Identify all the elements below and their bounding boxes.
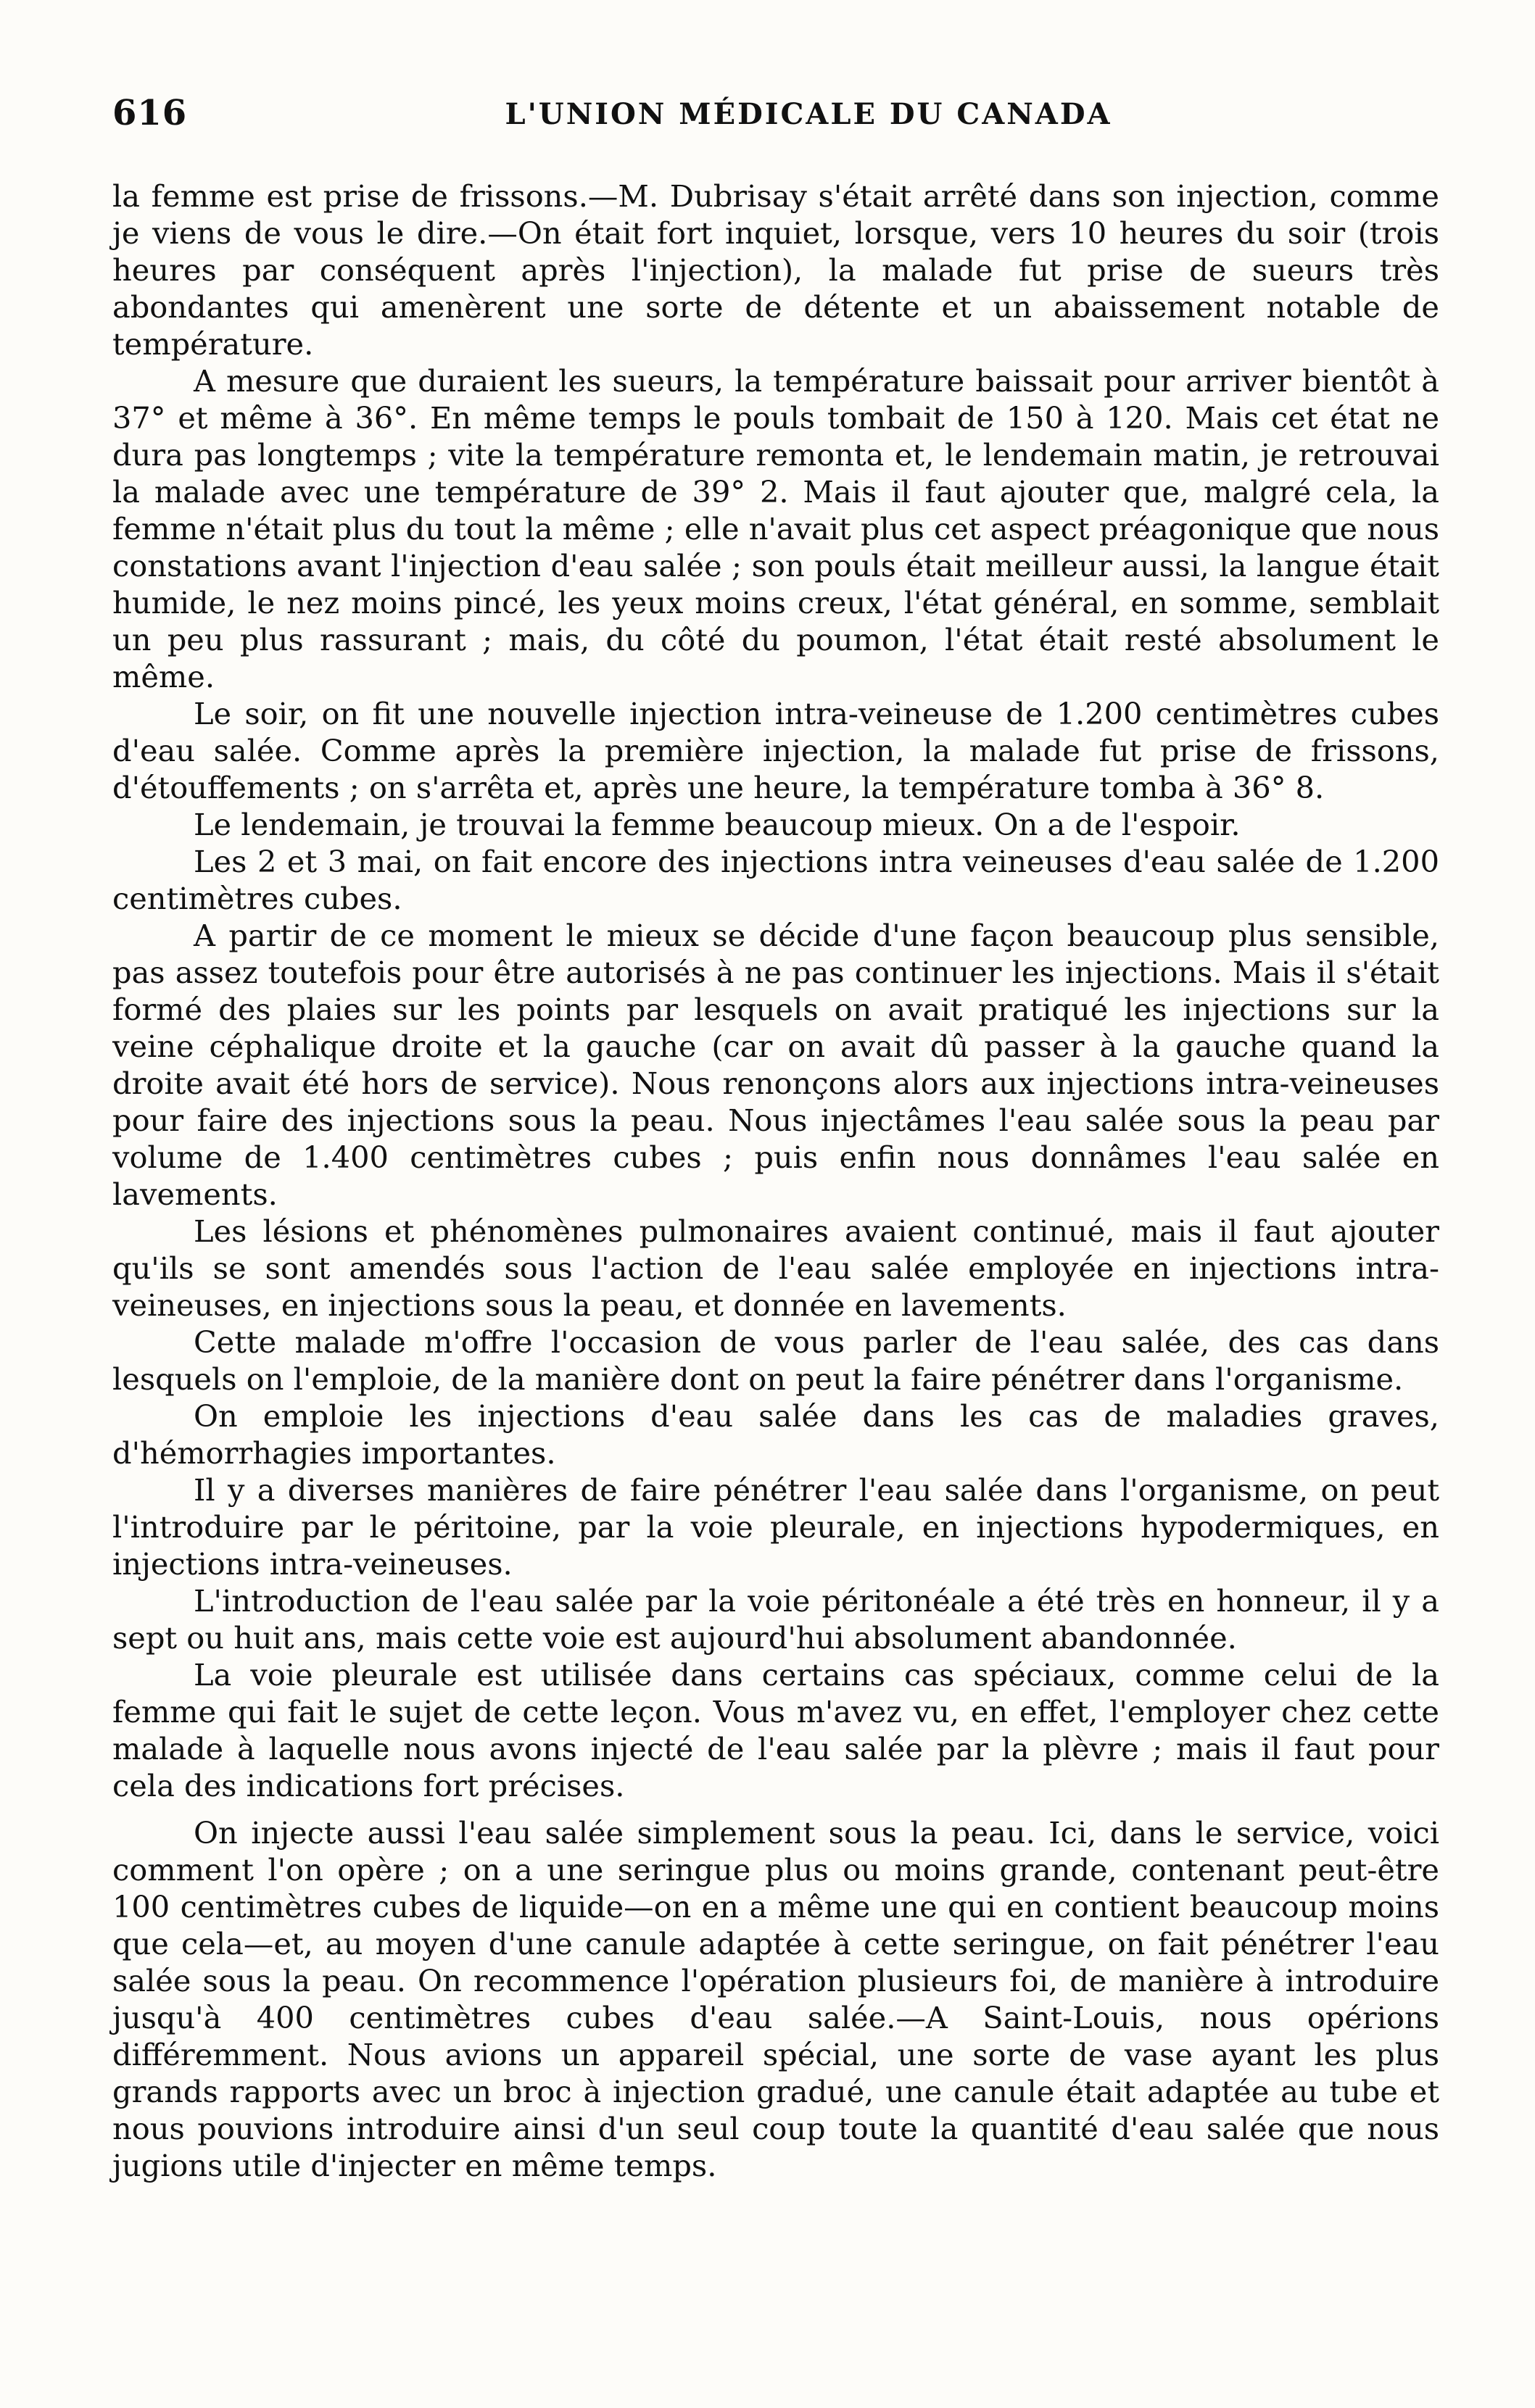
- paragraph: On emploie les injections d'eau salée dans les cas de maladies graves, d'hémorrhagies importantes.: [112, 1398, 1439, 1471]
- paragraph: Les 2 et 3 mai, on fait encore des injections intra veineuses d'eau salée de 1.200 centimètres cubes.: [112, 844, 1439, 916]
- paragraph: Cette malade m'offre l'occasion de vous parler de l'eau salée, des cas dans lesquels on l'emploie, de la manière dont on peut la faire pénétrer dans l'organisme.: [112, 1324, 1439, 1397]
- article-body: [112, 178, 1439, 2184]
- page-header: [112, 93, 1439, 151]
- paragraph: Les lésions et phénomènes pulmonaires avaient continué, mais il faut ajouter qu'ils se sont amendés sous l'action de l'eau salée employée en injections intra-veineuses, en injections sous la peau, et donnée en lavements.: [112, 1213, 1439, 1323]
- running-head: L'UNION MÉDICALE DU CANADA: [505, 97, 1112, 131]
- paragraph: Le lendemain, je trouvai la femme beaucoup mieux. On a de l'espoir.: [194, 807, 1241, 842]
- page-number: 616: [112, 93, 188, 133]
- paragraph: L'introduction de l'eau salée par la voie péritonéale a été très en honneur, il y a sept ou huit ans, mais cette voie est aujourd'hui absolument abandonnée.: [112, 1583, 1439, 1656]
- paragraph: A partir de ce moment le mieux se décide d'une façon beaucoup plus sensible, pas assez toutefois pour être autorisés à ne pas continuer les injections. Mais il s'était formé des plaies sur les points par lesquels on avait pratiqué les injections sur la veine céphalique droite et la gauche (car on avait dû passer à la gauche quand la droite avait été hors de service). Nous renonçons alors aux injections intra-veineuses pour faire des injections sous la peau. Nous injectâmes l'eau salée sous la peau par volume de 1.400 centimètres cubes ; puis enfin nous donnâmes l'eau salée en lavements.: [112, 918, 1439, 1212]
- paragraph: Il y a diverses manières de faire pénétrer l'eau salée dans l'organisme, on peut l'introduire par le péritoine, par la voie pleurale, en injections hypodermiques, en injections intra-veineuses.: [112, 1472, 1439, 1582]
- paragraph: Le soir, on fit une nouvelle injection intra-veineuse de 1.200 centimètres cubes d'eau salée. Comme après la première injection, la malade fut prise de frissons, d'étouffements ; on s'arrêta et, après une heure, la température tomba à 36° 8.: [112, 696, 1439, 805]
- paragraph: La voie pleurale est utilisée dans certains cas spéciaux, comme celui de la femme qui fait le sujet de cette leçon. Vous m'avez vu, en effet, l'employer chez cette malade à laquelle nous avons injecté de l'eau salée par la plèvre ; mais il faut pour cela des indications fort précises.: [112, 1657, 1439, 1803]
- paragraph: A mesure que duraient les sueurs, la température baissait pour arriver bientôt à 37° et même à 36°. En même temps le pouls tombait de 150 à 120. Mais cet état ne dura pas longtemps ; vite la température remonta et, le lendemain matin, je retrouvai la malade avec une température de 39° 2. Mais il faut ajouter que, malgré cela, la femme n'était plus du tout la même ; elle n'avait plus cet aspect préagonique que nous constations avant l'injection d'eau salée ; son pouls était meilleur aussi, la langue était humide, le nez moins pincé, les yeux moins creux, l'état général, en somme, semblait un peu plus rassurant ; mais, du côté du poumon, l'état était resté absolument le même.: [112, 363, 1439, 694]
- paragraph: On injecte aussi l'eau salée simplement sous la peau. Ici, dans le service, voici comment l'on opère ; on a une seringue plus ou moins grande, contenant peut-être 100 centimètres cubes de liquide—on en a même une qui en contient beaucoup moins que cela—et, au moyen d'une canule adaptée à cette seringue, on fait pénétrer l'eau salée sous la peau. On recommence l'opération plusieurs foi, de manière à introduire jusqu'à 400 centimètres cubes d'eau salée.—A Saint-Louis, nous opérions différemment. Nous avions un appareil spécial, une sorte de vase ayant les plus grands rapports avec un broc à injection gradué, une canule était adaptée au tube et nous pouvions introduire ainsi d'un seul coup toute la quantité d'eau salée que nous jugions utile d'injecter en même temps.: [112, 1815, 1439, 2183]
- paragraph: la femme est prise de frissons.—M. Dubrisay s'était arrêté dans son injection, comme je viens de vous le dire.—On était fort inquiet, lorsque, vers 10 heures du soir (trois heures par conséquent après l'injection), la malade fut prise de sueurs très abondantes qui amenèrent une sorte de détente et un abaissement notable de température.: [112, 178, 1439, 362]
